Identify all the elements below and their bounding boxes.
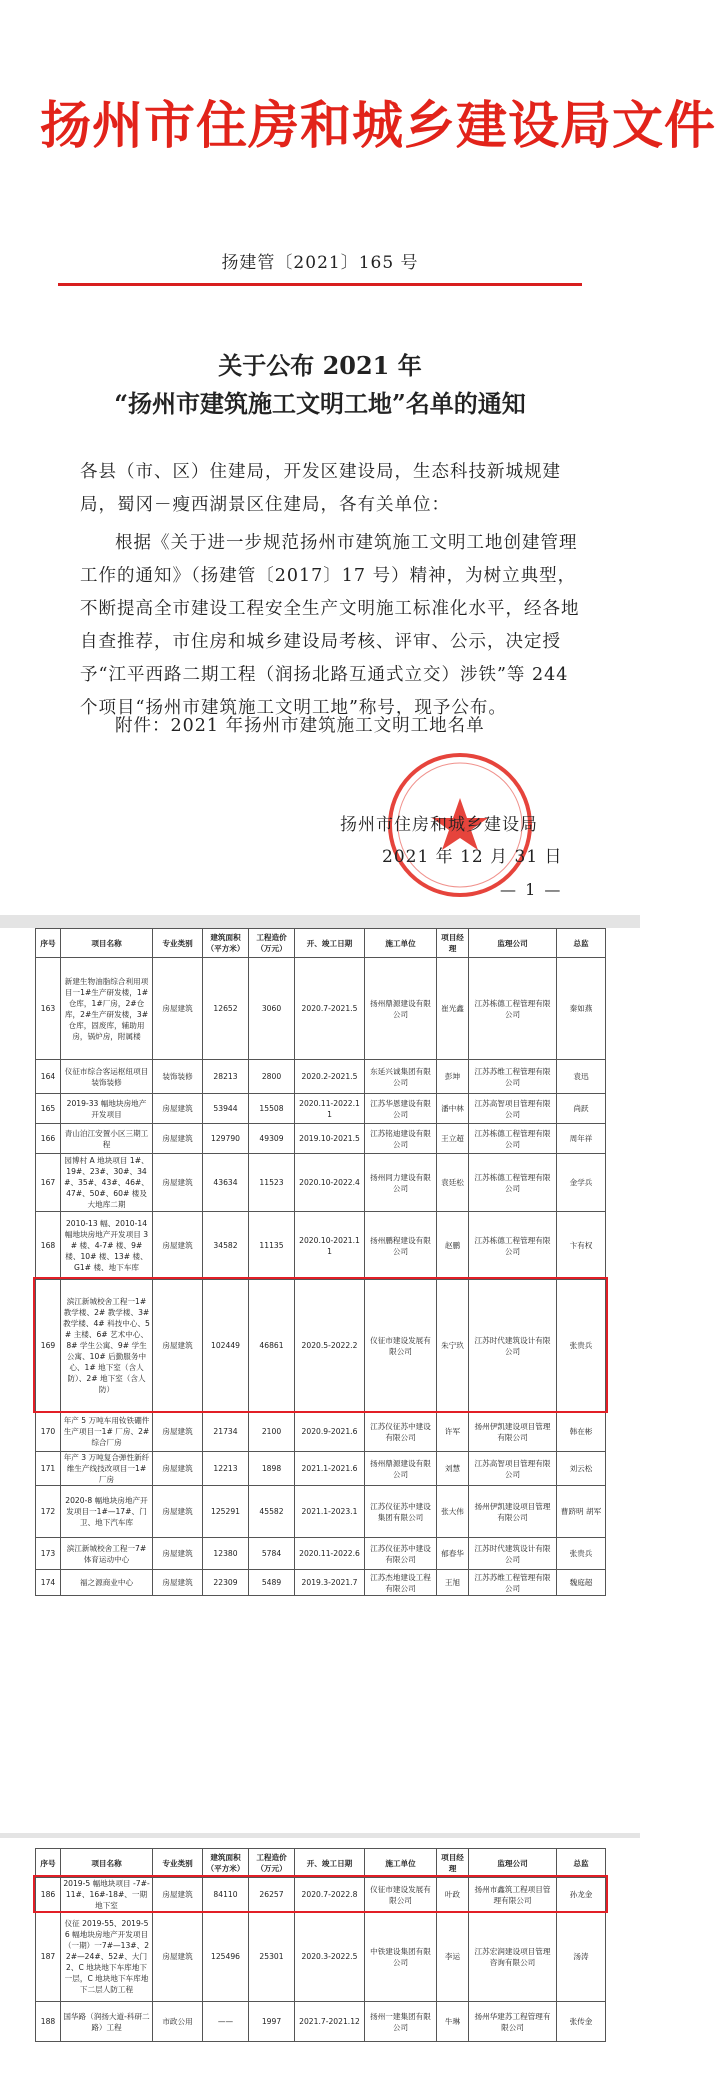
table-cell: 129790 (203, 1124, 249, 1154)
table-cell: 2021.1-2023.1 (295, 1486, 365, 1538)
table-cell: 房屋建筑 (153, 1280, 203, 1412)
project-list-table (35, 1848, 606, 2042)
table-cell: 46861 (249, 1280, 295, 1412)
table-cell: 江苏栋德工程管理有限公司 (469, 1212, 557, 1280)
table-cell: 江苏杰地建设工程有限公司 (365, 1570, 437, 1596)
table-cell: 东延兴诚集团有限公司 (365, 1060, 437, 1094)
table-cell: 188 (36, 2002, 61, 2042)
table-cell: 房屋建筑 (153, 1124, 203, 1154)
table-cell: 江苏苏维工程管理有限公司 (469, 1570, 557, 1596)
table-cell: 186 (36, 1878, 61, 1912)
table-cell: 15508 (249, 1094, 295, 1124)
table-cell: 2020.10-2022.4 (295, 1154, 365, 1212)
table-cell: 装饰装修 (153, 1060, 203, 1094)
table-cell: 房屋建筑 (153, 1878, 203, 1912)
table-cell: 2020.3-2022.5 (295, 1912, 365, 2002)
table-cell: 周年祥 (557, 1124, 606, 1154)
table-row (36, 1060, 606, 1094)
column-header: 序号 (36, 1849, 61, 1878)
table-row (36, 1094, 606, 1124)
column-header: 项目名称 (61, 1849, 153, 1878)
column-header: 开、竣工日期 (295, 929, 365, 958)
table-cell: 2010-13 幅、2010-14 幅地块房地产开发项目 3# 楼、4-7# 楼、9# 楼、10# 楼、13# 楼、G1# 楼、地下车库 (61, 1212, 153, 1280)
table-cell: 26257 (249, 1878, 295, 1912)
table-cell: 许军 (437, 1412, 469, 1452)
table-cell: 潘中林 (437, 1094, 469, 1124)
column-header: 项目经理 (437, 1849, 469, 1878)
table-cell: 2020-8 幅地块房地产开发项目一1#—17#、门卫、地下汽车库 (61, 1486, 153, 1538)
table-row (36, 1124, 606, 1154)
table-cell: 张传金 (557, 2002, 606, 2042)
document-header: 扬州市住房和城乡建设局文件 (40, 96, 716, 156)
table-header-row (36, 929, 606, 958)
table-cell: 青山泊江安置小区三期工程 (61, 1124, 153, 1154)
table-cell: 秦如燕 (557, 958, 606, 1060)
table-cell: 2021.7-2021.12 (295, 2002, 365, 2042)
table-row (36, 1212, 606, 1280)
table-cell: 84110 (203, 1878, 249, 1912)
table-row (36, 958, 606, 1060)
table-cell: 房屋建筑 (153, 1094, 203, 1124)
table-cell: 2020.7-2022.8 (295, 1878, 365, 1912)
table-cell: 园博村 A 地块项目 1#、19#、23#、30#、34#、35#、43#、46#、47#、50#、60# 楼及大地库二期 (61, 1154, 153, 1212)
salutation: 各县（市、区）住建局，开发区建设局，生态科技新城规建局，蜀冈－瘦西湖景区住建局，各有关单位： (80, 462, 561, 515)
table-cell: 房屋建筑 (153, 1452, 203, 1486)
column-header: 项目经理 (437, 929, 469, 958)
column-header: 总监 (557, 1849, 606, 1878)
table-cell: 江苏栋德工程管理有限公司 (469, 1124, 557, 1154)
table-cell: 崔光鑫 (437, 958, 469, 1060)
table-cell: 2020.10-2021.11 (295, 1212, 365, 1280)
table-cell: 2019-5 幅地块项目 -7#-11#、16#-18#、一期地下室 (61, 1878, 153, 1912)
table-cell: 2020.9-2021.6 (295, 1412, 365, 1452)
list-page (0, 928, 640, 1833)
table-cell: 2020.5-2022.2 (295, 1280, 365, 1412)
table-cell: 扬州华建苏工程管理有限公司 (469, 2002, 557, 2042)
table-cell: 中铁建设集团有限公司 (365, 1912, 437, 2002)
project-list-table (35, 928, 606, 1596)
table-cell: 2021.1-2021.6 (295, 1452, 365, 1486)
table-cell: 扬州一建集团有限公司 (365, 2002, 437, 2042)
table-row (36, 1878, 606, 1912)
table-cell: 2020.7-2021.5 (295, 958, 365, 1060)
table-cell: —— (203, 2002, 249, 2042)
table-cell: 扬州市鑫筑工程项目管理有限公司 (469, 1878, 557, 1912)
table-cell: 2020.11-2022.6 (295, 1538, 365, 1570)
table-cell: 江苏栋德工程管理有限公司 (469, 958, 557, 1060)
table-cell: 韩在彬 (557, 1412, 606, 1452)
table-cell: 王旭 (437, 1570, 469, 1596)
table-cell: 新建生物油脂综合利用项目一1#生产研发楼，1#仓库，1#厂房，2#仓库，2#生产研发楼，3#仓库，固废库，辅助用房，锅炉房，附属楼 (61, 958, 153, 1060)
table-cell: 2019.3-2021.7 (295, 1570, 365, 1596)
column-header: 监理公司 (469, 929, 557, 958)
column-header: 监理公司 (469, 1849, 557, 1878)
table-cell: 3060 (249, 958, 295, 1060)
table-cell: 170 (36, 1412, 61, 1452)
table-cell: 28213 (203, 1060, 249, 1094)
table-cell: 扬州鼎源建设有限公司 (365, 1452, 437, 1486)
table-cell: 袁迅 (557, 1060, 606, 1094)
column-header: 专业类别 (153, 929, 203, 958)
table-row (36, 1452, 606, 1486)
column-header: 项目名称 (61, 929, 153, 958)
table-cell: 江苏铭迪建设有限公司 (365, 1124, 437, 1154)
table-cell: 刘慧 (437, 1452, 469, 1486)
table-cell: 5489 (249, 1570, 295, 1596)
table-cell: 袁廷松 (437, 1154, 469, 1212)
table-cell: 2100 (249, 1412, 295, 1452)
table-cell: 市政公用 (153, 2002, 203, 2042)
table-cell: 125291 (203, 1486, 249, 1538)
table-cell: 卞有权 (557, 1212, 606, 1280)
table-cell: 125496 (203, 1912, 249, 2002)
table-cell: 172 (36, 1486, 61, 1538)
column-header: 施工单位 (365, 929, 437, 958)
table-cell: 福之源商业中心 (61, 1570, 153, 1596)
table-cell: 王立超 (437, 1124, 469, 1154)
table-cell: 江苏仪征苏中建设集团有限公司 (365, 1486, 437, 1538)
column-header: 建筑面积（平方米） (203, 929, 249, 958)
list-page-continued (0, 1838, 640, 2078)
table-cell: 滨江新城校舍工程一1# 教学楼、2# 教学楼、3# 教学楼、4# 科技中心、5# 主楼、6# 艺术中心、8# 学生公寓、9# 学生公寓、10# 后勤服务中心、1# 地下室（含人防）、2# 地下室（含人防） (61, 1280, 153, 1412)
table-cell: 滨江新城校舍工程一7# 体育运动中心 (61, 1538, 153, 1570)
table-cell: 1898 (249, 1452, 295, 1486)
attachment-line: 附件：2021 年扬州市建筑施工文明工地名单 (115, 716, 485, 736)
table-cell: 年产 5 万吨车用钕铁硼件生产项目一1# 厂房、2# 综合厂房 (61, 1412, 153, 1452)
column-header: 序号 (36, 929, 61, 958)
table-cell: 江苏宏润建设项目管理咨询有限公司 (469, 1912, 557, 2002)
column-header: 施工单位 (365, 1849, 437, 1878)
column-header: 总监 (557, 929, 606, 958)
table-cell: 22309 (203, 1570, 249, 1596)
table-cell: 扬州鼎源建设有限公司 (365, 958, 437, 1060)
column-header: 工程造价（万元） (249, 929, 295, 958)
table-cell: 21734 (203, 1412, 249, 1452)
table-cell: 仪征市建设发展有限公司 (365, 1280, 437, 1412)
table-cell: 12652 (203, 958, 249, 1060)
signature-organization: 扬州市住房和城乡建设局 (340, 815, 538, 835)
table-cell: 165 (36, 1094, 61, 1124)
table-cell: 江苏仪征苏中建设有限公司 (365, 1412, 437, 1452)
table-cell: 167 (36, 1154, 61, 1212)
table-cell: 166 (36, 1124, 61, 1154)
red-divider (58, 283, 582, 286)
table-cell: 魏庭超 (557, 1570, 606, 1596)
table-cell: 房屋建筑 (153, 1912, 203, 2002)
table-cell: 173 (36, 1538, 61, 1570)
table-cell: 174 (36, 1570, 61, 1596)
column-header: 建筑面积（平方米） (203, 1849, 249, 1878)
table-cell: 1997 (249, 2002, 295, 2042)
table-cell: 房屋建筑 (153, 1212, 203, 1280)
table-cell: 43634 (203, 1154, 249, 1212)
table-cell: 2019.10-2021.5 (295, 1124, 365, 1154)
table-row (36, 1154, 606, 1212)
table-cell: 扬州同力建设有限公司 (365, 1154, 437, 1212)
table-cell: 彭坤 (437, 1060, 469, 1094)
signature-date: 2021 年 12 月 31 日 (382, 847, 563, 867)
table-cell: 金学兵 (557, 1154, 606, 1212)
notice-page (0, 0, 716, 915)
table-cell: 江苏华恩建设有限公司 (365, 1094, 437, 1124)
table-cell: 房屋建筑 (153, 1412, 203, 1452)
table-row (36, 2002, 606, 2042)
table-cell: 叶政 (437, 1878, 469, 1912)
table-cell: 仪征 2019-55、2019-56 幅地块房地产开发项目（一期）一7#—13#、22#—24#、52#、大门 2、C 地块地下车库地下一层，C 地块地下车库地下二层人防工程 (61, 1912, 153, 2002)
table-cell: 尚跃 (557, 1094, 606, 1124)
table-cell: 45582 (249, 1486, 295, 1538)
table-cell: 163 (36, 958, 61, 1060)
table-cell: 张贵兵 (557, 1538, 606, 1570)
table-cell: 187 (36, 1912, 61, 2002)
table-row (36, 1280, 606, 1412)
table-cell: 25301 (249, 1912, 295, 2002)
table-cell: 53944 (203, 1094, 249, 1124)
table-row (36, 1486, 606, 1538)
table-cell: 牛琳 (437, 2002, 469, 2042)
table-cell: 34582 (203, 1212, 249, 1280)
table-cell: 江苏栋德工程管理有限公司 (469, 1154, 557, 1212)
table-cell: 曹跻明 胡军 (557, 1486, 606, 1538)
table-cell: 江苏时代建筑设计有限公司 (469, 1538, 557, 1570)
table-cell: 房屋建筑 (153, 1570, 203, 1596)
table-cell: 朱宁玖 (437, 1280, 469, 1412)
table-cell: 房屋建筑 (153, 1538, 203, 1570)
table-cell: 102449 (203, 1280, 249, 1412)
table-cell: 2020.11-2022.11 (295, 1094, 365, 1124)
table-cell: 孙龙金 (557, 1878, 606, 1912)
table-cell: 房屋建筑 (153, 958, 203, 1060)
table-cell: 仪征市综合客运枢纽项目装饰装修 (61, 1060, 153, 1094)
table-cell: 刘云松 (557, 1452, 606, 1486)
table-row (36, 1538, 606, 1570)
notice-title-line1: 关于公布 2021 年 (218, 351, 422, 380)
table-cell: 168 (36, 1212, 61, 1280)
table-cell: 江苏苏维工程管理有限公司 (469, 1060, 557, 1094)
page-number: — 1 — (500, 880, 563, 899)
table-cell: 赵鹏 (437, 1212, 469, 1280)
table-cell: 张贵兵 (557, 1280, 606, 1412)
table-cell: 江苏时代建筑设计有限公司 (469, 1280, 557, 1412)
table-cell: 169 (36, 1280, 61, 1412)
document-number: 扬建管〔2021〕165 号 (221, 253, 419, 273)
table-cell: 扬州伊凯建设项目管理有限公司 (469, 1486, 557, 1538)
table-cell: 171 (36, 1452, 61, 1486)
table-cell: 12380 (203, 1538, 249, 1570)
table-header-row (36, 1849, 606, 1878)
table-cell: 12213 (203, 1452, 249, 1486)
page-separator (0, 915, 640, 928)
table-cell: 11135 (249, 1212, 295, 1280)
table-cell: 年产 3 万吨复合弹性新纤维生产线技改项目一1# 厂房 (61, 1452, 153, 1486)
table-cell: 仪征市建设发展有限公司 (365, 1878, 437, 1912)
table-cell: 房屋建筑 (153, 1486, 203, 1538)
notice-body: 根据《关于进一步规范扬州市建筑施工文明工地创建管理工作的通知》（扬建管〔2017〕17 号）精神，为树立典型，不断提高全市建设工程安全生产文明施工标准化水平，经各地自查推荐，市住房和城乡建设局考核、评审、公示，决定授予“江平西路二期工程（润扬北路互通式立交）涉铁”等 244 个项目“扬州市建筑施工文明工地”称号，现予公布。 (80, 533, 580, 718)
table-cell: 2020.2-2021.5 (295, 1060, 365, 1094)
table-cell: 49309 (249, 1124, 295, 1154)
table-cell: 2800 (249, 1060, 295, 1094)
table-cell: 164 (36, 1060, 61, 1094)
table-cell: 李运 (437, 1912, 469, 2002)
column-header: 专业类别 (153, 1849, 203, 1878)
column-header: 工程造价（万元） (249, 1849, 295, 1878)
table-cell: 郁春华 (437, 1538, 469, 1570)
column-header: 开、竣工日期 (295, 1849, 365, 1878)
table-row (36, 1912, 606, 2002)
table-cell: 江苏高智项目管理有限公司 (469, 1452, 557, 1486)
notice-title-line2: “扬州市建筑施工文明工地”名单的通知 (114, 389, 526, 418)
table-cell: 扬州伊凯建设项目管理有限公司 (469, 1412, 557, 1452)
table-cell: 11523 (249, 1154, 295, 1212)
table-cell: 房屋建筑 (153, 1154, 203, 1212)
table-cell: 国华路（润扬大道-科研二路）工程 (61, 2002, 153, 2042)
table-cell: 汤涛 (557, 1912, 606, 2002)
table-cell: 张大伟 (437, 1486, 469, 1538)
table-row (36, 1570, 606, 1596)
table-cell: 江苏高智项目管理有限公司 (469, 1094, 557, 1124)
table-cell: 5784 (249, 1538, 295, 1570)
table-row (36, 1412, 606, 1452)
table-cell: 2019-33 幅地块房地产开发项目 (61, 1094, 153, 1124)
table-cell: 江苏仪征苏中建设有限公司 (365, 1538, 437, 1570)
table-cell: 扬州鹏程建设有限公司 (365, 1212, 437, 1280)
